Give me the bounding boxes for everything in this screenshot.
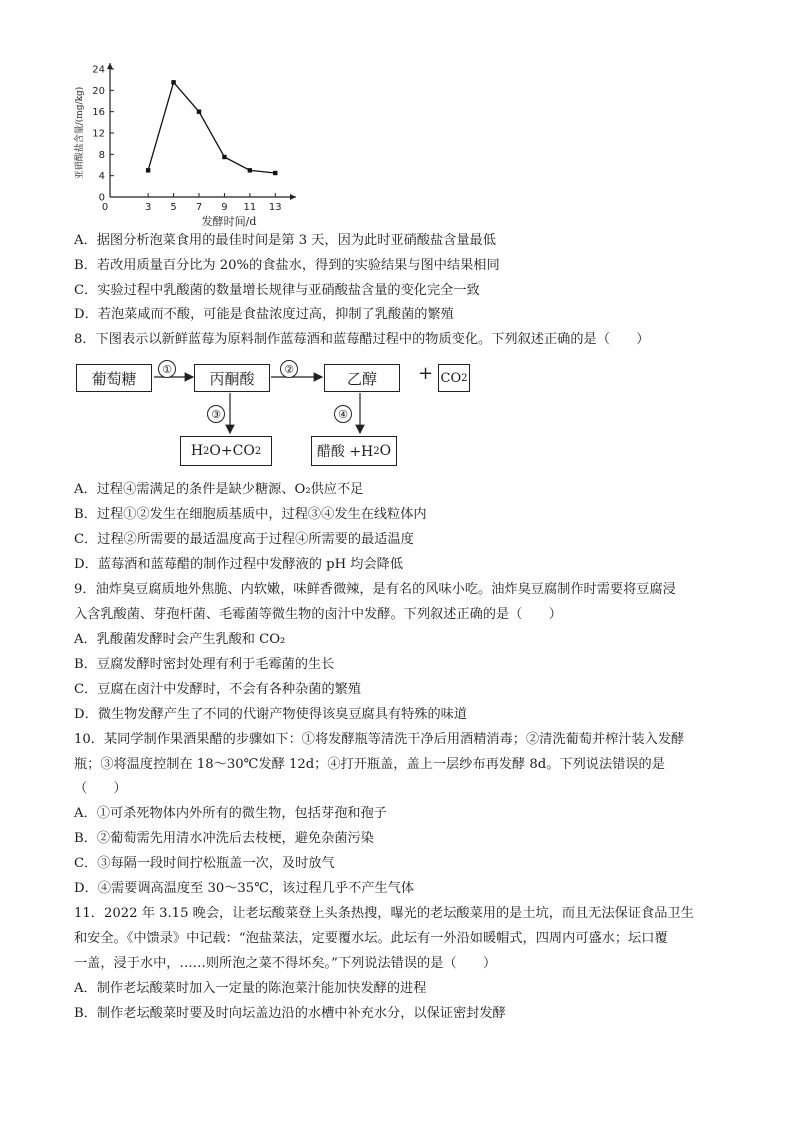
y-tick-label: 20 bbox=[92, 85, 105, 97]
x-tick-label: 11 bbox=[243, 202, 257, 213]
h2o-co2-t2: O+CO bbox=[209, 443, 255, 459]
acetic-t2: O bbox=[379, 443, 392, 459]
q7-option-d: D．若泡菜咸而不酸，可能是食盐浓度过高，抑制了乳酸菌的繁殖 bbox=[74, 307, 454, 322]
q10-stem-line-1: 10．某同学制作果酒果醋的步骤如下：①将发酵瓶等清洗干净后用酒精消毒；②清洗葡萄并榨汁装入发酵 bbox=[74, 732, 685, 747]
x-tick-label: 3 bbox=[144, 202, 152, 213]
data-point bbox=[222, 155, 226, 159]
glucose-box: 葡萄糖 bbox=[76, 364, 152, 392]
y-axis-arrow bbox=[107, 63, 113, 69]
fermentation-flow-diagram bbox=[72, 360, 472, 472]
data-point bbox=[197, 109, 201, 113]
y-tick-label: 8 bbox=[98, 149, 105, 161]
q11-option-b: B．制作老坛酸菜时要及时向坛盖边沿的水槽中补充水分，以保证密封发酵 bbox=[74, 1006, 506, 1021]
pyruvate-box: 丙酮酸 bbox=[194, 364, 270, 392]
q9-option-b: B．豆腐发酵时密封处理有利于毛霉菌的生长 bbox=[74, 657, 335, 672]
step-3-label: ③ bbox=[207, 405, 225, 423]
q11-option-a: A．制作老坛酸菜时加入一定量的陈泡菜汁能加快发酵的进程 bbox=[74, 981, 427, 996]
x-tick-label: 13 bbox=[268, 202, 282, 213]
step-1-label: ① bbox=[158, 360, 176, 378]
data-point bbox=[171, 80, 175, 84]
q8-stem: 8．下图表示以新鲜蓝莓为原料制作蓝莓酒和蓝莓醋过程中的物质变化。下列叙述正确的是（ ） bbox=[74, 332, 650, 347]
x-tick-label: 5 bbox=[170, 202, 177, 213]
q9-option-c: C．豆腐在卤汁中发酵时，不会有各种杂菌的繁殖 bbox=[74, 682, 362, 697]
q8-option-d: D．蓝莓酒和蓝莓醋的制作过程中发酵液的 pH 均会降低 bbox=[74, 557, 404, 572]
q11-stem-line-1: 11．2022 年 3.15 晚会，让老坛酸菜登上头条热搜，曝光的老坛酸菜用的是土坑，而且无法保证食品卫生 bbox=[74, 906, 694, 921]
q9-option-a: A．乳酸菌发酵时会产生乳酸和 CO₂ bbox=[74, 632, 286, 647]
x-tick-label: 7 bbox=[195, 202, 203, 213]
plus-sign: + bbox=[418, 363, 434, 384]
q8-option-c: C．过程②所需要的最适温度高于过程④所需要的最适温度 bbox=[74, 532, 414, 547]
q7-option-c: C．实验过程中乳酸菌的数量增长规律与亚硝酸盐含量的变化完全一致 bbox=[74, 283, 480, 298]
y-tick-label: 24 bbox=[92, 64, 105, 76]
acetic-acid-box bbox=[311, 436, 397, 466]
q9-stem-line-1: 9．油炸臭豆腐质地外焦脆、内软嫩，味鲜香微辣，是有名的风味小吃。油炸臭豆腐制作时需要将豆腐浸 bbox=[74, 582, 676, 597]
x-axis-arrow bbox=[290, 194, 296, 200]
q9-stem-line-2: 入含乳酸菌、芽孢杆菌、毛霉菌等微生物的卤汁中发酵。下列叙述正确的是（ ） bbox=[74, 607, 562, 622]
data-point bbox=[146, 168, 150, 172]
h2o-co2-s2: 2 bbox=[254, 445, 262, 457]
q7-option-a: A．据图分析泡菜食用的最佳时间是第 3 天，因为此时亚硝酸盐含量最低 bbox=[74, 233, 496, 248]
y-tick-label: 12 bbox=[92, 128, 105, 140]
h2o-co2-t1: H bbox=[190, 443, 204, 459]
chart-svg bbox=[70, 60, 310, 230]
data-series-line bbox=[148, 82, 275, 173]
q10-option-b: B．②葡萄需先用清水冲洗后去枝梗，避免杂菌污染 bbox=[74, 831, 374, 846]
q10-stem-line-3: （ ） bbox=[74, 781, 127, 796]
origin-label: 0 bbox=[101, 202, 109, 213]
y-axis-label: 亚硝酸盐含量/(mg/kg) bbox=[75, 86, 85, 180]
y-tick-label: 4 bbox=[98, 171, 105, 183]
y-tick-label: 0 bbox=[98, 192, 105, 204]
y-tick-label: 16 bbox=[92, 107, 105, 119]
x-tick-label: 9 bbox=[221, 202, 228, 213]
q8-option-a: A．过程④需满足的条件是缺少糖源、O₂供应不足 bbox=[74, 482, 364, 497]
q9-option-d: D．微生物发酵产生了不同的代谢产物使得该臭豆腐具有特殊的味道 bbox=[74, 707, 468, 722]
nitrite-line-chart bbox=[70, 60, 310, 230]
data-point bbox=[248, 168, 252, 172]
data-point bbox=[273, 171, 277, 175]
h2o-co2-box bbox=[180, 436, 272, 466]
q10-option-c: C．③每隔一段时间拧松瓶盖一次，及时放气 bbox=[74, 856, 335, 871]
x-axis-label: 发酵时间/d bbox=[201, 215, 257, 228]
step-4-label: ④ bbox=[334, 405, 352, 423]
q10-option-a: A．①可杀死物体内外所有的微生物，包括芽孢和孢子 bbox=[74, 806, 387, 821]
h2o-co2-s1: 2 bbox=[203, 445, 210, 457]
q10-stem-line-2: 瓶；③将温度控制在 18～30℃发酵 12d；④打开瓶盖，盖上一层纱布再发酵 8d。下列说法错误的是 bbox=[74, 757, 665, 772]
q11-stem-line-3: 一盖，浸于水中，……则所泡之菜不得坏矣。”下列说法错误的是（ ） bbox=[74, 956, 497, 971]
co2-text: CO bbox=[440, 370, 462, 386]
step-2-label: ② bbox=[280, 360, 298, 378]
q10-option-d: D．④需要调高温度至 30～35℃，该过程几乎不产生气体 bbox=[74, 881, 415, 896]
q7-option-b: B．若改用质量百分比为 20%的食盐水，得到的实验结果与图中结果相同 bbox=[74, 258, 500, 273]
co2-sub: 2 bbox=[461, 372, 468, 384]
q8-option-b: B．过程①②发生在细胞质基质中，过程③④发生在线粒体内 bbox=[74, 507, 427, 522]
q11-stem-line-2: 和安全。《中馈录》中记载：“泡盐菜法，定要覆水坛。此坛有一外沿如暖帽式，四周内可盛水；坛口覆 bbox=[74, 931, 668, 946]
co2-box bbox=[438, 364, 470, 392]
ethanol-box: 乙醇 bbox=[324, 364, 400, 392]
acetic-t1: 醋酸 +H bbox=[316, 444, 374, 460]
acetic-sub: 2 bbox=[373, 445, 380, 457]
